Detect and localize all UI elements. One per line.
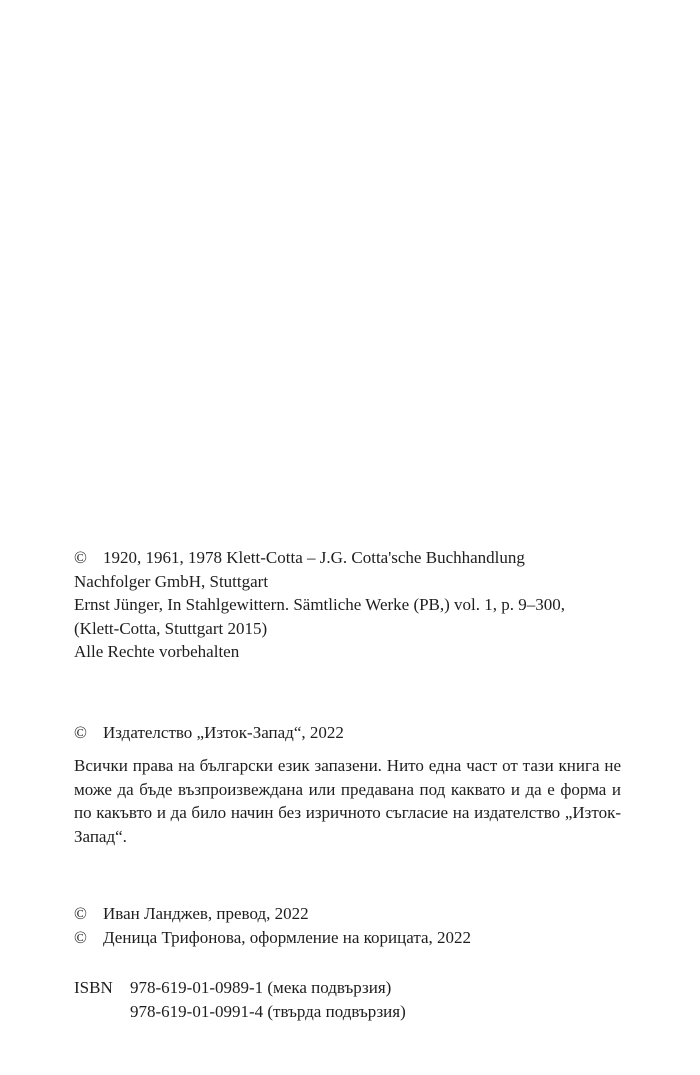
cover-design-credit-text: Деница Трифонова, оформление на корицата, 2022 — [103, 927, 472, 947]
copyright-symbol: © — [74, 904, 87, 923]
isbn-label: ISBN — [74, 978, 113, 997]
isbn-paperback: 978-619-01-0989-1 (мека подвързия) — [130, 978, 392, 997]
cover-design-credit — [74, 926, 621, 950]
publisher-copyright-block — [74, 721, 621, 745]
isbn-row — [74, 976, 621, 1000]
translator-credit-text: Иван Ланджев, превод, 2022 — [103, 904, 309, 923]
original-copyright-block — [74, 546, 621, 664]
publisher-copyright-line — [74, 721, 621, 745]
rights-notice: Всички права на български език запазени. Нито една част от тази книга не може да бъде възпроизвеждана или предавана под каквато и да е форма и по какъвто и да било начин без изричното съгласие на издателство „Изток-Запад“. — [74, 756, 621, 846]
original-copyright-text: 1920, 1961, 1978 Klett-Cotta – J.G. Cotta'sche Buchhandlung — [103, 548, 525, 567]
copyright-symbol: © — [74, 548, 87, 567]
original-edition-info: (Klett-Cotta, Stuttgart 2015) — [74, 618, 268, 638]
publisher-copyright-text: Издателство „Изток-Запад“, 2022 — [103, 723, 344, 742]
isbn-row — [74, 1000, 621, 1024]
original-publisher-location: Nachfolger GmbH, Stuttgart — [74, 571, 269, 591]
credits-block — [74, 902, 621, 949]
copyright-symbol: © — [74, 723, 87, 742]
isbn-hardcover: 978-619-01-0991-4 (твърда подвързия) — [130, 1001, 406, 1021]
original-copyright-line — [74, 546, 621, 570]
isbn-block — [74, 976, 621, 1023]
all-rights-reserved-de: Alle Rechte vorbehalten — [74, 642, 240, 661]
translator-credit — [74, 902, 621, 926]
copyright-symbol: © — [74, 927, 87, 947]
original-work-citation: Ernst Jünger, In Stahlgewittern. Sämtliche Werke (PB,) vol. 1, p. 9–300, — [74, 595, 566, 614]
